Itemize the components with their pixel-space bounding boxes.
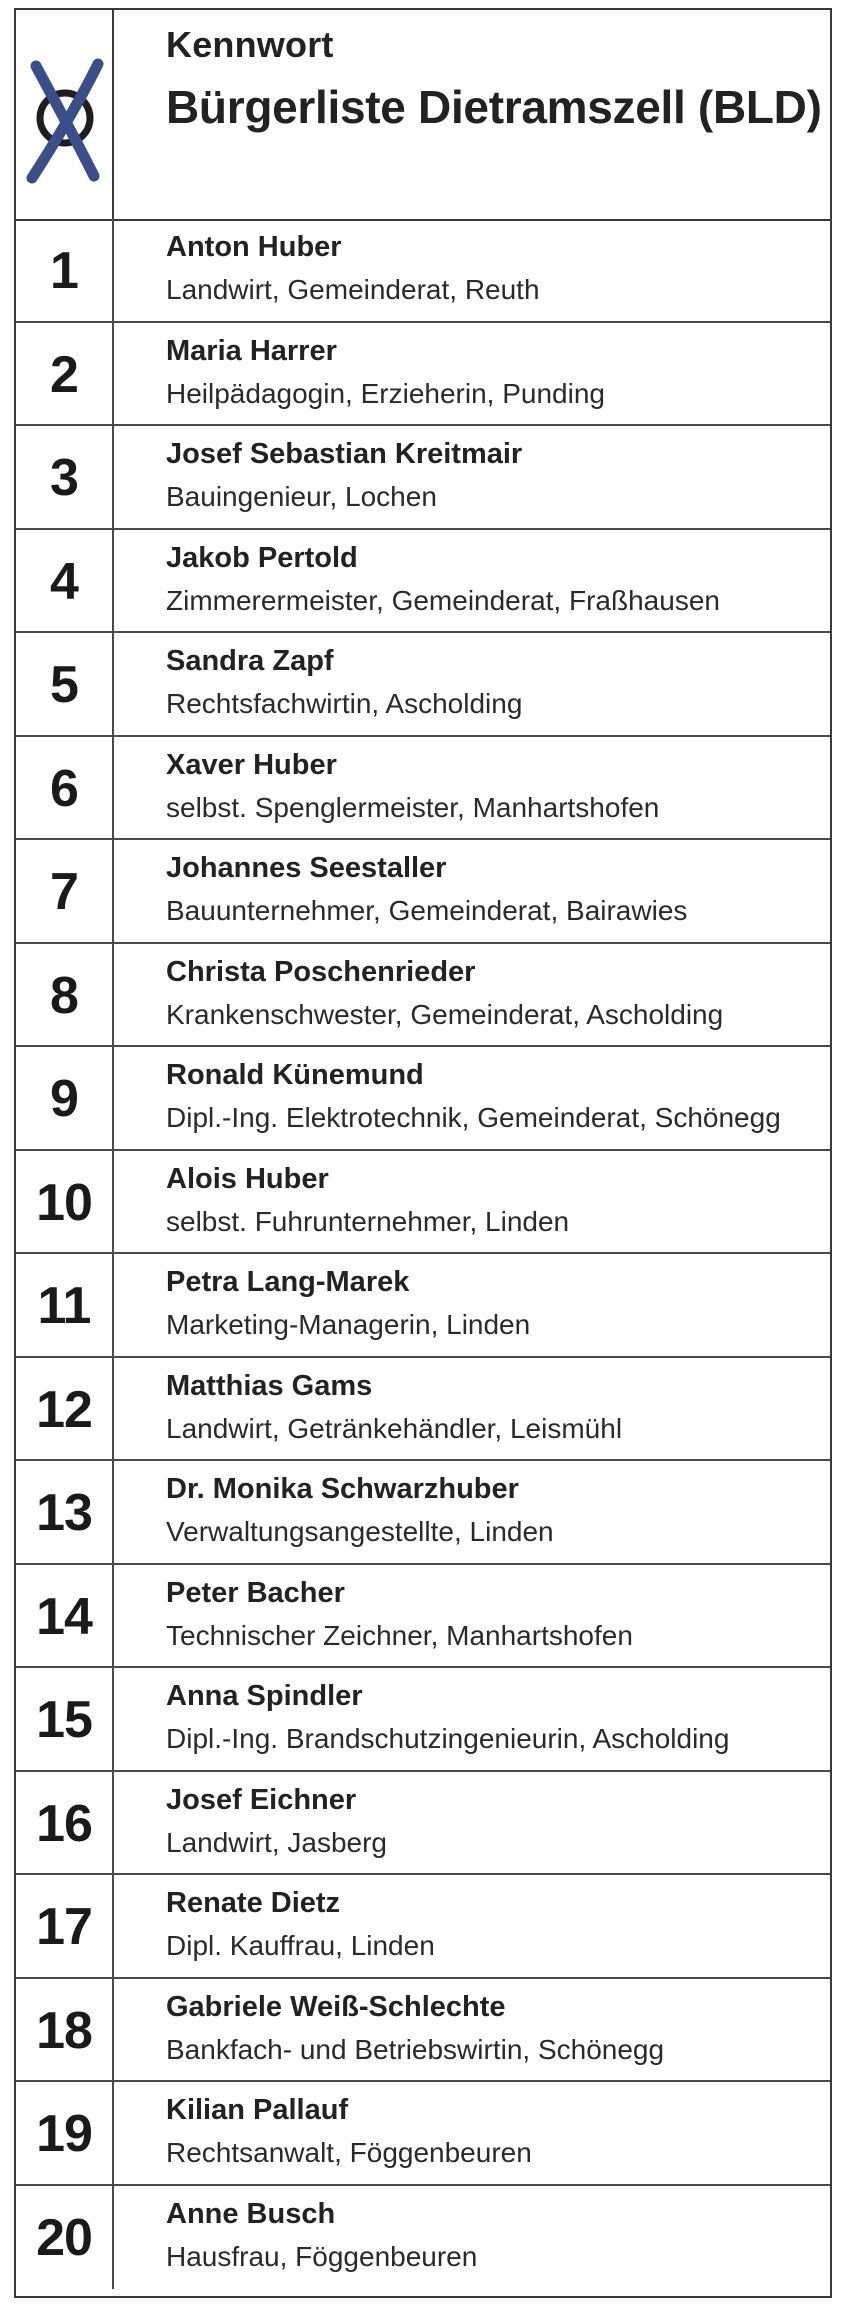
candidate-number: 2 [50, 345, 78, 404]
candidate-row[interactable] [16, 633, 830, 737]
candidate-row[interactable] [16, 1461, 830, 1565]
candidate-number-cell [16, 323, 114, 425]
candidate-name: Anna Spindler [166, 1680, 363, 1712]
candidate-details: Dipl.-Ing. Brandschutzingenieurin, Ascholding [166, 1723, 730, 1754]
candidate-number: 6 [50, 759, 78, 818]
candidate-number-cell [16, 1151, 114, 1253]
candidate-name: Josef Sebastian Kreitmair [166, 438, 523, 470]
candidate-details: Technischer Zeichner, Manhartshofen [166, 1619, 633, 1651]
candidate-row[interactable] [16, 1358, 830, 1462]
candidate-number: 13 [36, 1484, 92, 1542]
candidate-number-cell [16, 944, 114, 1046]
candidate-name: Johannes Seestaller [166, 852, 447, 884]
candidate-row[interactable] [16, 1151, 830, 1255]
candidate-number: 11 [37, 1277, 91, 1335]
candidate-name: Josef Eichner [166, 1783, 357, 1816]
candidate-row[interactable] [16, 1772, 830, 1876]
candidate-row[interactable] [16, 1565, 830, 1669]
candidate-name: Peter Bacher [166, 1576, 345, 1609]
candidate-number: 5 [50, 656, 78, 714]
candidate-name: Gabriele Weiß-Schlechte [166, 1990, 506, 2023]
candidate-number-cell [16, 633, 114, 735]
candidate-row[interactable] [16, 219, 830, 323]
candidate-number: 14 [36, 1587, 92, 1646]
candidate-list [16, 219, 830, 2289]
candidate-number: 7 [50, 863, 78, 921]
candidate-row[interactable] [16, 737, 830, 841]
candidate-number-cell [16, 1565, 114, 1667]
candidate-number-cell [16, 219, 114, 321]
candidate-number: 8 [50, 966, 78, 1025]
candidate-name: Ronald Künemund [166, 1059, 424, 1091]
candidate-row[interactable] [16, 530, 830, 634]
candidate-number-cell [16, 1772, 114, 1874]
candidate-details: Zimmerermeister, Gemeinderat, Fraßhausen [166, 584, 720, 616]
candidate-number-cell [16, 1875, 114, 1977]
candidate-number: 19 [36, 2105, 92, 2163]
candidate-details: Krankenschwester, Gemeinderat, Ascholding [166, 998, 724, 1030]
ballot-list [14, 8, 832, 2298]
candidate-number: 17 [36, 1898, 92, 1956]
candidate-number: 20 [36, 2208, 92, 2267]
candidate-name: Xaver Huber [166, 748, 337, 781]
candidate-number-cell [16, 426, 114, 528]
candidate-row[interactable] [16, 840, 830, 944]
candidate-row[interactable] [16, 944, 830, 1048]
candidate-name: Petra Lang-Marek [166, 1266, 410, 1298]
candidate-number-cell [16, 1668, 114, 1770]
candidate-details: Marketing-Managerin, Linden [166, 1309, 531, 1340]
candidate-number-cell [16, 2082, 114, 2184]
candidate-number: 12 [36, 1380, 92, 1439]
candidate-details: Heilpädagogin, Erzieherin, Punding [166, 377, 605, 409]
candidate-number: 1 [50, 242, 78, 300]
candidate-details: Hausfrau, Föggenbeuren [166, 2240, 478, 2272]
candidate-number: 10 [36, 1173, 92, 1232]
candidate-details: selbst. Fuhrunternehmer, Linden [166, 1205, 570, 1237]
candidate-row[interactable] [16, 2082, 830, 2186]
candidate-number-cell [16, 840, 114, 942]
candidate-details: Bauingenieur, Lochen [166, 481, 437, 512]
candidate-details: Landwirt, Jasberg [166, 1826, 388, 1858]
candidate-row[interactable] [16, 323, 830, 427]
candidate-details: selbst. Spenglermeister, Manhartshofen [166, 791, 660, 823]
list-name: Bürgerliste Dietramszell (BLD) [166, 81, 822, 133]
candidate-details: Verwaltungsangestellte, Linden [166, 1516, 554, 1547]
candidate-row[interactable] [16, 1047, 830, 1151]
candidate-number: 3 [50, 449, 78, 507]
candidate-number: 15 [36, 1691, 92, 1749]
candidate-details: Rechtsanwalt, Föggenbeuren [166, 2137, 532, 2168]
candidate-number: 9 [50, 1070, 78, 1128]
candidate-number: 18 [36, 2001, 92, 2060]
candidate-number-cell [16, 737, 114, 839]
candidate-name: Dr. Monika Schwarzhuber [166, 1473, 519, 1505]
candidate-number-cell [16, 1979, 114, 2081]
candidate-number: 16 [36, 1794, 92, 1853]
candidate-row[interactable] [16, 426, 830, 530]
candidate-name: Alois Huber [166, 1162, 329, 1195]
candidate-number-cell [16, 1047, 114, 1149]
candidate-name: Sandra Zapf [166, 645, 334, 677]
ballot-cross-circle-icon [22, 56, 108, 184]
candidate-details: Bauunternehmer, Gemeinderat, Bairawies [166, 895, 688, 926]
candidate-number-cell [16, 1358, 114, 1460]
candidate-name: Renate Dietz [166, 1887, 341, 1919]
candidate-row[interactable] [16, 1254, 830, 1358]
candidate-row[interactable] [16, 1979, 830, 2083]
candidate-details: Dipl. Kauffrau, Linden [166, 1930, 435, 1961]
candidate-name: Maria Harrer [166, 334, 337, 367]
candidate-name: Kilian Pallauf [166, 2094, 349, 2126]
candidate-number: 4 [50, 552, 78, 611]
candidate-details: Dipl.-Ing. Elektrotechnik, Gemeinderat, Schönegg [166, 1102, 781, 1133]
candidate-details: Landwirt, Getränkehändler, Leismühl [166, 1412, 623, 1444]
candidate-row[interactable] [16, 2186, 830, 2290]
candidate-details: Bankfach- und Betriebswirtin, Schönegg [166, 2033, 665, 2065]
candidate-details: Rechtsfachwirtin, Ascholding [166, 688, 523, 719]
candidate-name: Anne Busch [166, 2197, 336, 2230]
candidate-number-cell [16, 530, 114, 632]
candidate-number-cell [16, 2186, 114, 2290]
candidate-name: Christa Poschenrieder [166, 955, 476, 988]
kennwort-label: Kennwort [166, 24, 334, 65]
candidate-details: Landwirt, Gemeinderat, Reuth [166, 274, 540, 305]
candidate-name: Anton Huber [166, 231, 342, 263]
candidate-number-cell [16, 1461, 114, 1563]
candidate-row[interactable] [16, 1875, 830, 1979]
candidate-number-cell [16, 1254, 114, 1356]
list-header [16, 10, 830, 221]
candidate-row[interactable] [16, 1668, 830, 1772]
candidate-name: Jakob Pertold [166, 541, 358, 574]
vote-mark-cell[interactable] [16, 10, 114, 219]
candidate-name: Matthias Gams [166, 1369, 373, 1402]
